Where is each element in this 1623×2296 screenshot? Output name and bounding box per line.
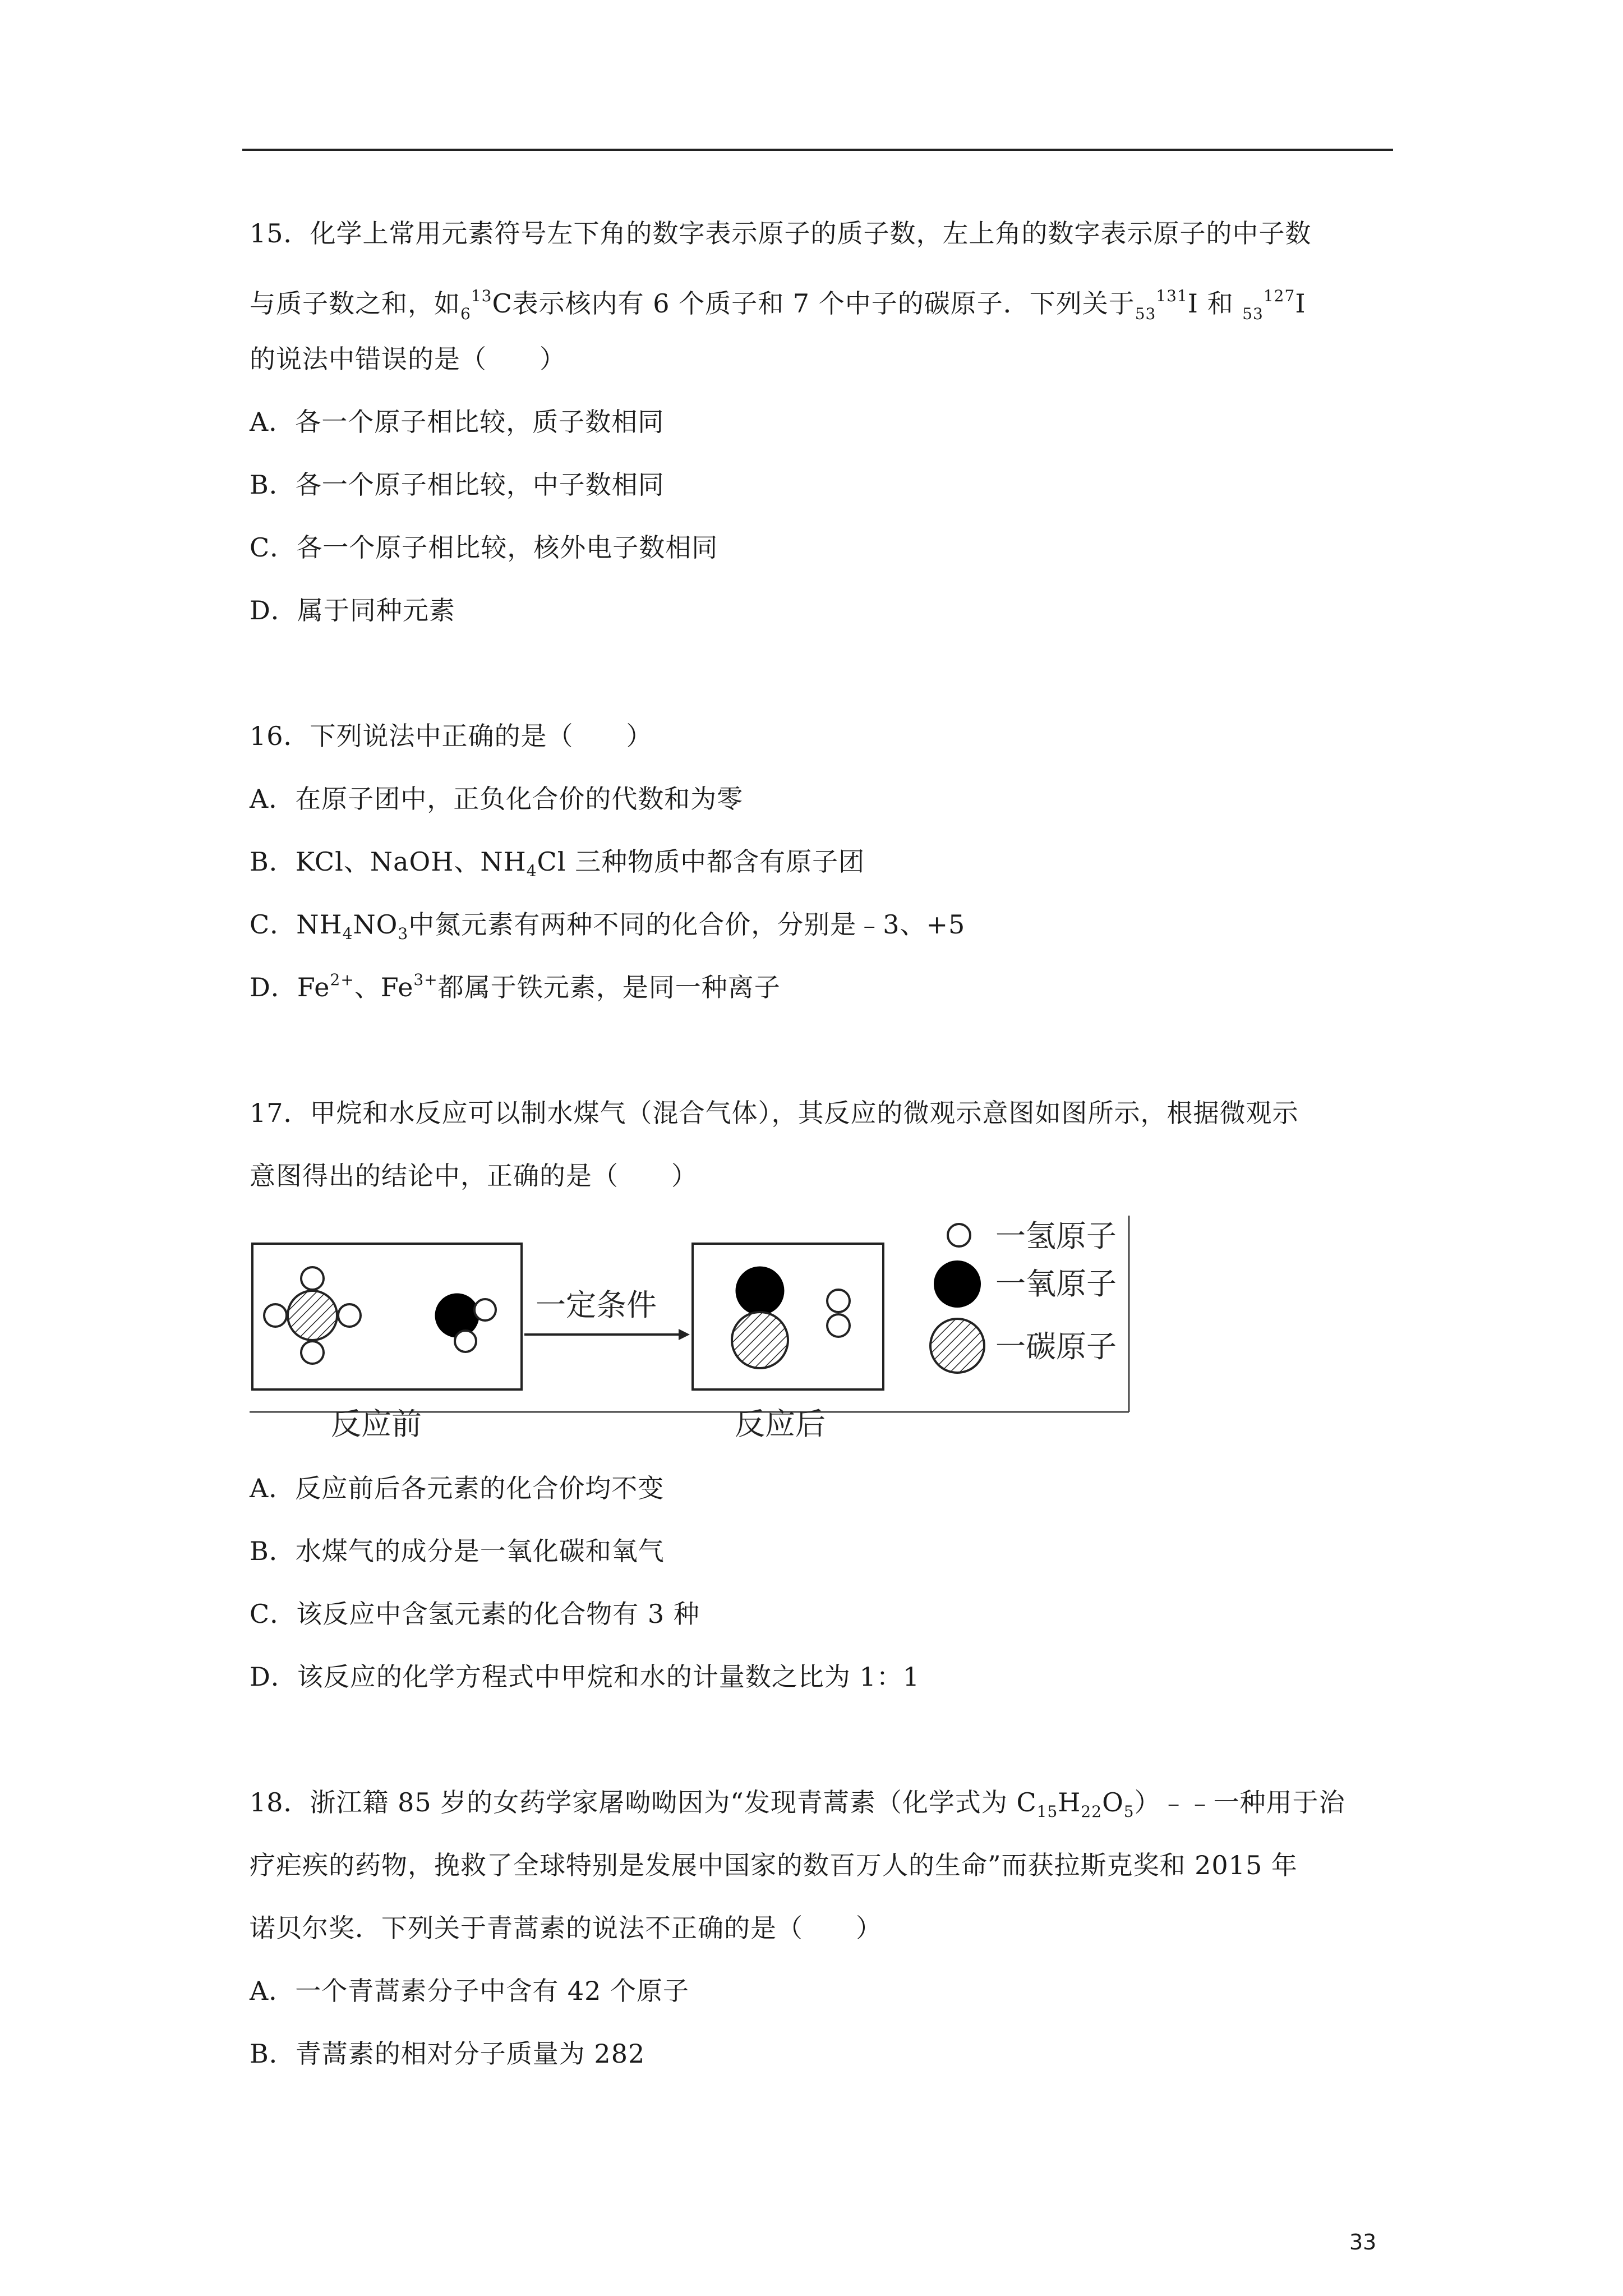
after-box [693,1244,883,1389]
question-16 [250,705,1394,1019]
after-label: 反应后 [735,1406,826,1440]
q16-option-b: B．KCl、NaOH、$NH_4Cl$ 三种物质中都含有原子团 [250,846,865,880]
page-number: 33 [1349,2230,1377,2254]
q15-option-b: B．各一个原子相比较，中子数相同 [250,470,665,500]
q18-line-2: 疗疟疾的药物，挽救了全球特别是发展中国家的数百万人的生命”而获拉斯克奖和 2015 年 [250,1850,1298,1880]
legend-oxygen-label: 一氧原子 [995,1266,1117,1301]
q16-option-a: A．在原子团中，正负化合价的代数和为零 [250,784,744,814]
q15-option-a: A．各一个原子相比较，质子数相同 [250,407,665,437]
carbon-monoxide-molecule [732,1267,788,1368]
legend-carbon-label: 一碳原子 [995,1329,1117,1364]
q18-line-3: 诺贝尔奖．下列关于青蒿素的说法不正确的是（ ） [250,1913,882,1943]
q18-line-1: 18．浙江籍 85 岁的女药学家屠呦呦因为“发现青蒿素（化学式为 $C_{15}H_{22}O_5)﹣﹣$一种用于治 [250,1787,1345,1821]
question-15 [250,202,1394,642]
q18-option-a: A．一个青蒿素分子中含有 42 个原子 [250,1976,689,2006]
q17-option-c: C．该反应中含氢元素的化合物有 3 种 [250,1599,700,1629]
header-rule [242,149,1393,151]
q17-line-1: 17．甲烷和水反应可以制水煤气（混合气体），其反应的微观示意图如图所示，根据微观示 [250,1098,1299,1128]
q15-line-1: 15．化学上常用元素符号左下角的数字表示原子的质子数，左上角的数字表示原子的中子数 [250,218,1312,249]
legend-hydrogen-icon [948,1224,970,1246]
legend-carbon-icon [930,1319,984,1373]
q17-option-a: A．反应前后各元素的化合价均不变 [250,1473,665,1503]
reaction-diagram [250,1216,1136,1440]
legend-hydrogen-label: 一氢原子 [995,1218,1117,1254]
legend-oxygen-icon [934,1260,981,1308]
q17-option-d: D．该反应的化学方程式中甲烷和水的计量数之比为 1：1 [250,1662,920,1692]
q15-line-2: 与质子数之和，如$_6^{13}$C表示核内有 6 个质子和 7 个中子的碳原子．下列关于$_{53}^{131}$I 和 $_{53}^{127}$I [250,287,1306,323]
q16-line-1: 16．下列说法中正确的是（ ） [250,721,653,751]
page-content [250,202,1394,2085]
question-17 [250,1082,1394,1708]
q16-option-d: D．$Fe^{2+}$、$Fe^{3+}$都属于铁元素，是同一种离子 [250,970,781,1002]
q17-option-b: B．水煤气的成分是一氧化碳和氧气 [250,1536,665,1566]
q17-line-2: 意图得出的结论中，正确的是（ ） [250,1161,698,1191]
q16-option-c: C．$NH_4NO_3$中氮元素有两种不同的化合价，分别是﹣3、+5 [250,909,966,943]
q15-option-c: C．各一个原子相比较，核外电子数相同 [250,532,718,563]
arrow-label: 一定条件 [536,1287,657,1323]
hydrogen-molecule [827,1290,850,1337]
q18-option-b: B．青蒿素的相对分子质量为 282 [250,2039,645,2069]
q15-line-3: 的说法中错误的是（ ） [250,344,566,374]
methane-molecule [264,1267,361,1364]
q15-option-d: D．属于同种元素 [250,595,455,625]
question-18 [250,1771,1394,2085]
before-label: 反应前 [331,1406,422,1440]
legend [930,1218,1117,1373]
water-molecule [436,1294,496,1352]
